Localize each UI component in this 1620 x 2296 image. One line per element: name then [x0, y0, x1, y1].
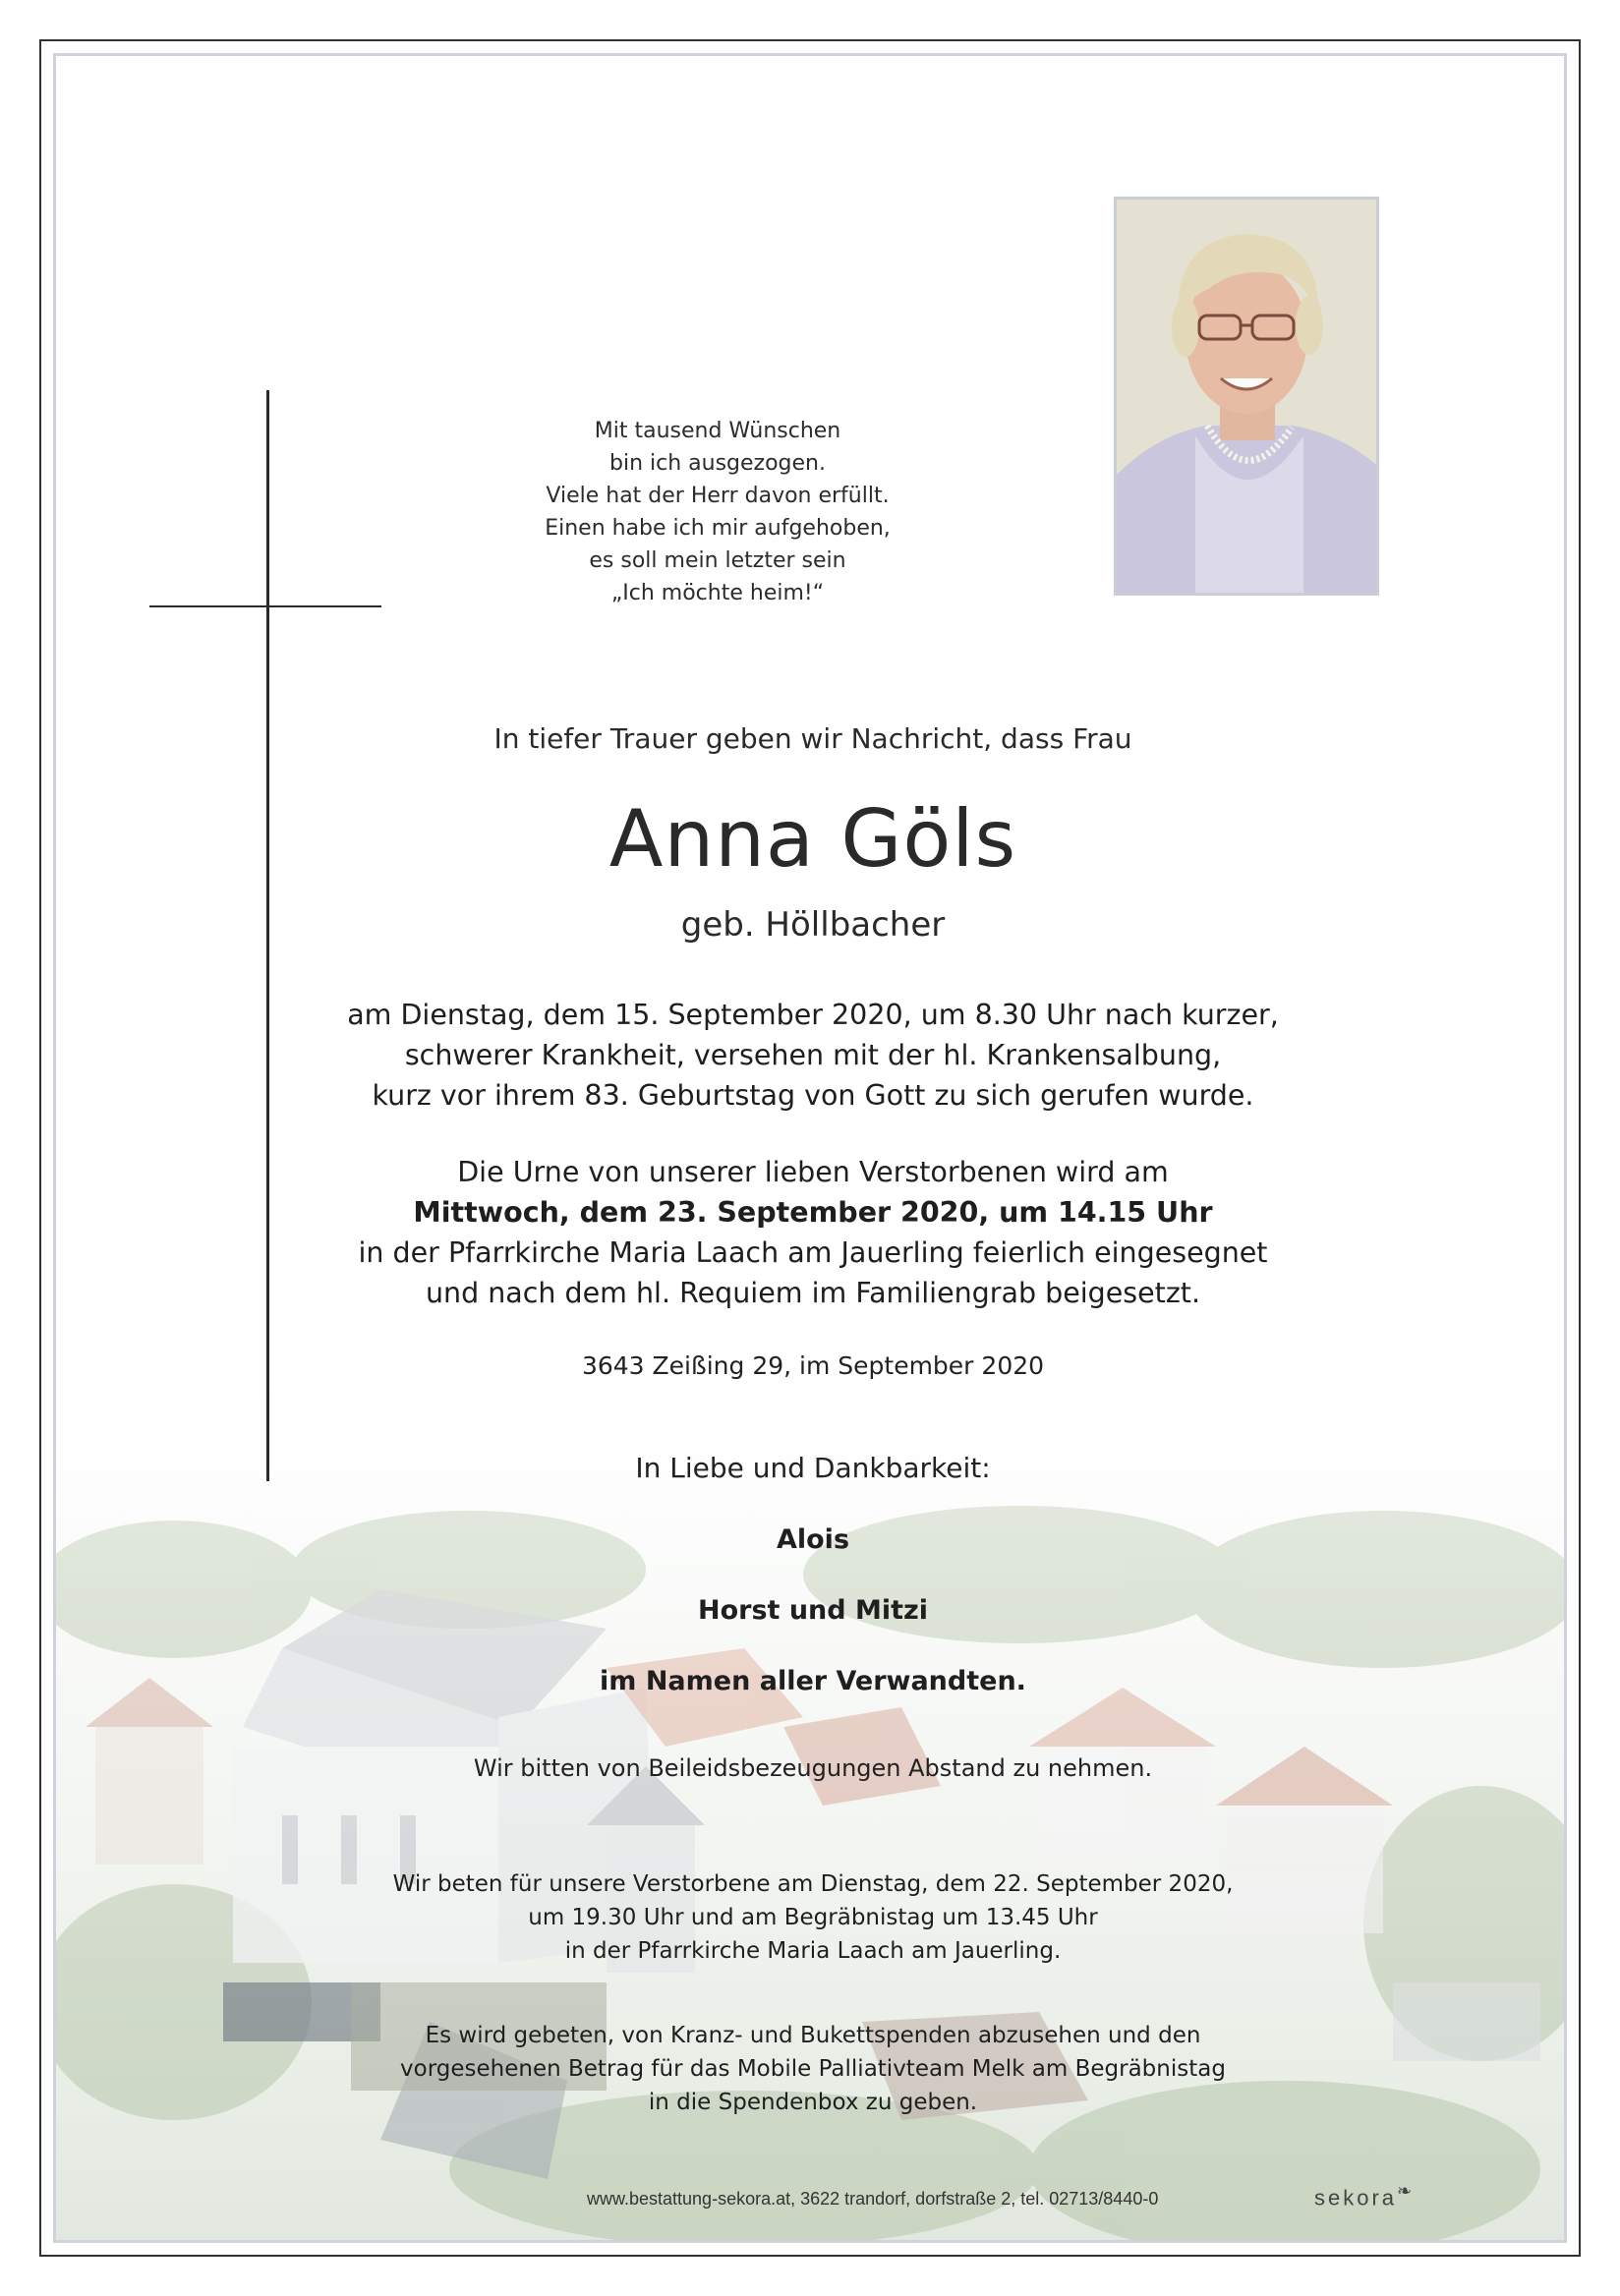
condolence-note: Wir bitten von Beileidsbezeugungen Abstand zu nehmen.: [473, 1754, 1153, 1782]
donation-notice: [56, 2019, 1567, 2119]
quote-line: es soll mein letzter sein: [589, 548, 846, 573]
logo-text: sekora: [1314, 2185, 1398, 2210]
intro-line: In tiefer Trauer geben wir Nachricht, dass Frau: [493, 722, 1132, 755]
donation-line: vorgesehenen Betrag für das Mobile Palliativteam Melk am Begräbnistag: [400, 2056, 1226, 2082]
donation-line: Es wird gebeten, von Kranz- und Bukettspenden abzusehen und den: [425, 2023, 1201, 2048]
funeral-line: Die Urne von unserer lieben Verstorbenen wird am: [457, 1156, 1169, 1188]
death-line: kurz vor ihrem 83. Geburtstag von Gott zu sich gerufen wurde.: [372, 1079, 1254, 1112]
prayer-line: um 19.30 Uhr und am Begräbnistag um 13.45 Uhr: [528, 1905, 1098, 1930]
quote-line: bin ich ausgezogen.: [609, 451, 826, 476]
mourner-name: Horst und Mitzi: [697, 1595, 928, 1626]
sekora-logo: [1314, 2181, 1415, 2210]
leaf-icon: ❧: [1397, 2181, 1416, 2201]
footer-contact: www.bestattung-sekora.at, 3622 trandorf, dorfstraße 2, tel. 02713/8440-0: [587, 2189, 1159, 2209]
mourner-name: im Namen aller Verwandten.: [600, 1666, 1026, 1696]
prayer-line: in der Pfarrkirche Maria Laach am Jauerling.: [564, 1938, 1062, 1964]
deceased-name: Anna Göls: [608, 793, 1017, 885]
funeral-notice: [56, 1152, 1567, 1313]
quote-line: Mit tausend Wünschen: [594, 419, 841, 443]
donation-line: in die Spendenbox zu geben.: [648, 2090, 978, 2115]
quote-line: Einen habe ich mir aufgehoben,: [545, 516, 891, 541]
quote-line: „Ich möchte heim!“: [610, 581, 825, 605]
place-date: 3643 Zeißing 29, im September 2020: [581, 1351, 1045, 1380]
card-frame: [53, 53, 1567, 2243]
mourner-name: Alois: [776, 1524, 850, 1555]
prayer-line: Wir beten für unsere Verstorbene am Dienstag, dem 22. September 2020,: [392, 1871, 1234, 1897]
quote-verse: [53, 415, 1475, 609]
maiden-name: geb. Höllbacher: [680, 905, 946, 945]
quote-line: Viele hat der Herr davon erfüllt.: [546, 484, 890, 508]
funeral-line: in der Pfarrkirche Maria Laach am Jauerling feierlich eingesegnet: [358, 1236, 1268, 1269]
death-line: am Dienstag, dem 15. September 2020, um 8.30 Uhr nach kurzer,: [347, 999, 1279, 1031]
funeral-line: und nach dem hl. Requiem im Familiengrab beigesetzt.: [425, 1277, 1201, 1309]
prayer-notice: [56, 1867, 1567, 1968]
funeral-date: Mittwoch, dem 23. September 2020, um 14.15 Uhr: [413, 1196, 1213, 1229]
death-line: schwerer Krankheit, versehen mit der hl. Krankensalbung,: [404, 1039, 1222, 1071]
death-notice: [56, 995, 1567, 1116]
mourners-heading: In Liebe und Dankbarkeit:: [635, 1452, 991, 1484]
